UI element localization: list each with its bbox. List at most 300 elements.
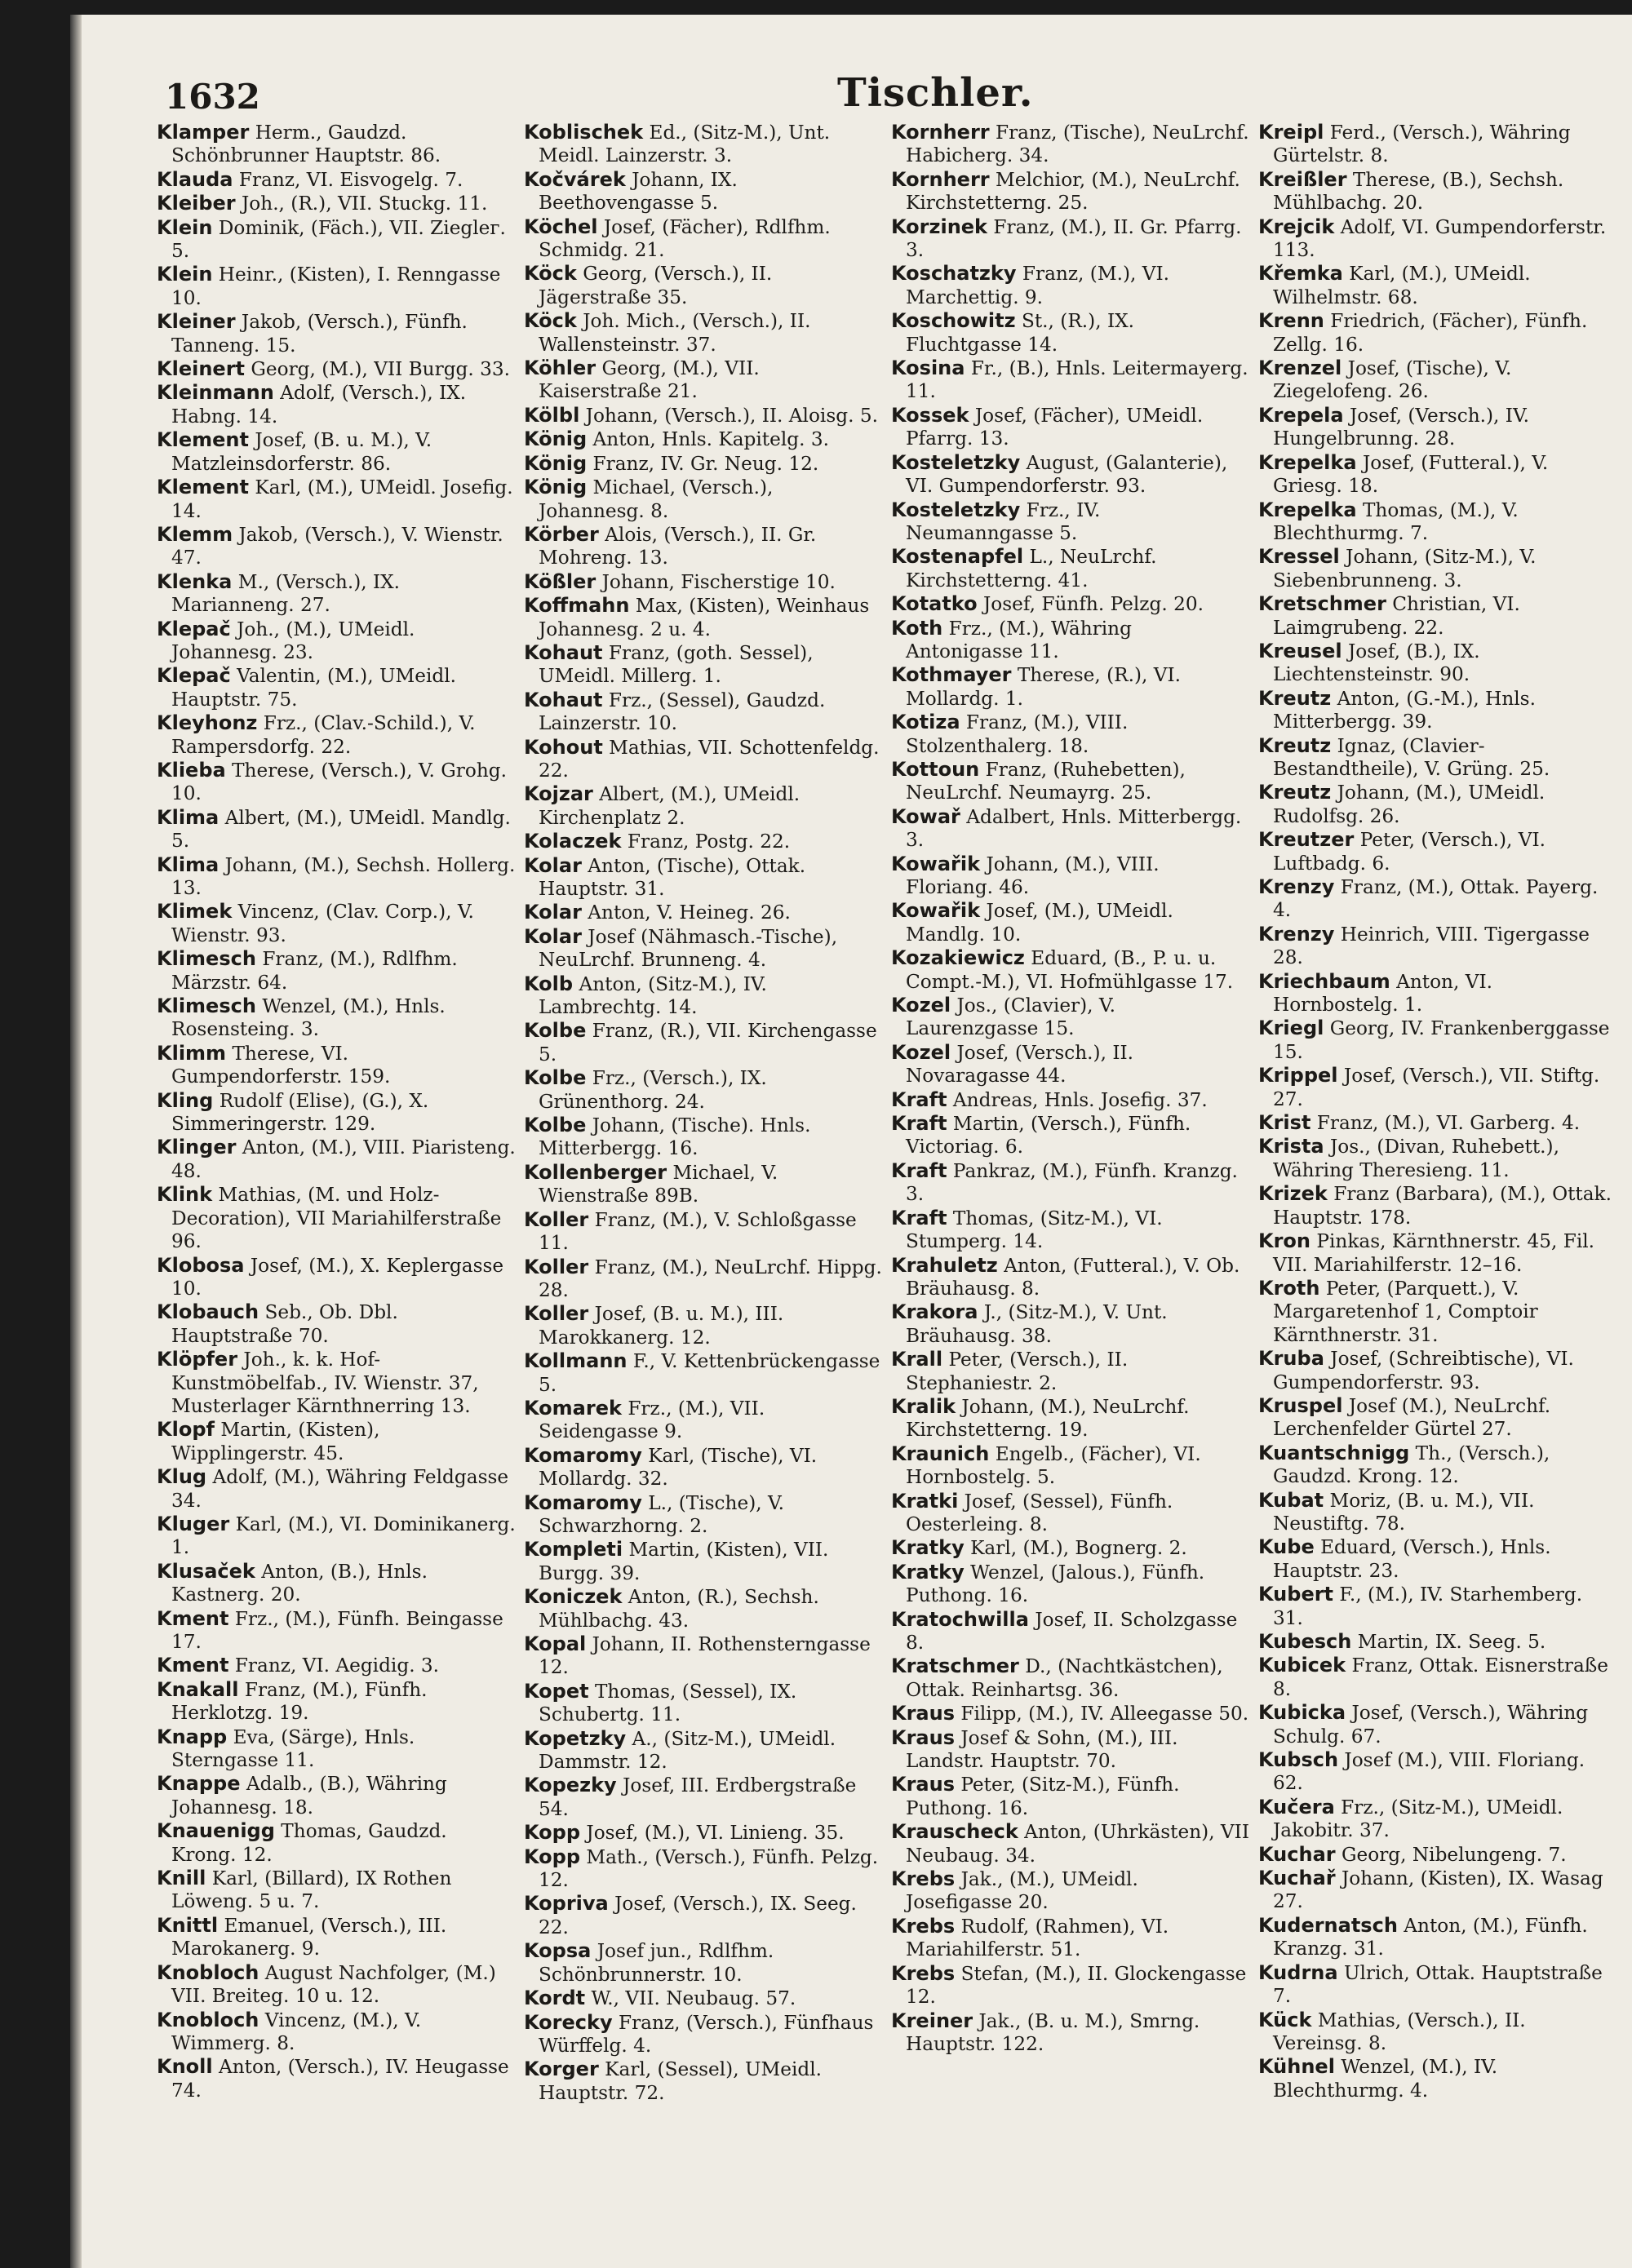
entry-name: Klement xyxy=(157,428,249,452)
entry-detail: Josef, III. Erdbergstraße 54. xyxy=(539,1774,857,1820)
entry-name: Kudernatsch xyxy=(1258,1913,1398,1937)
directory-entry xyxy=(1258,1914,1617,1961)
entry-detail: Eduard, (B., P. u. u. Compt.-M.), VI. Hofmühlgasse 17. xyxy=(906,947,1234,993)
entry-name: Korger xyxy=(524,2058,599,2081)
entry-name: Knobloch xyxy=(157,1960,259,1984)
directory-entry xyxy=(891,1088,1250,1112)
directory-entry xyxy=(157,216,516,264)
entry-detail: Pinkas, Kärnthnerstr. 45, Fil. VII. Mariahilferstr. 12–16. xyxy=(1273,1230,1595,1276)
entry-name: Křemka xyxy=(1258,262,1343,286)
entry-detail: Karl, (Billard), IX Rothen Löweng. 5 u. 7. xyxy=(171,1867,452,1913)
directory-entry xyxy=(157,947,516,994)
entry-name: Koffmahn xyxy=(524,594,630,618)
directory-entry xyxy=(1258,923,1617,970)
entry-name: Kleiber xyxy=(157,192,236,215)
directory-entry xyxy=(524,309,883,357)
entry-name: Kopet xyxy=(524,1679,589,1703)
directory-entry xyxy=(157,1819,516,1867)
entry-name: Krista xyxy=(1258,1135,1324,1158)
directory-entry xyxy=(891,1773,1250,1820)
entry-name: Kressel xyxy=(1258,545,1340,569)
column-3 xyxy=(891,121,1250,2258)
directory-entry xyxy=(1258,262,1617,309)
entry-detail: Karl, (M.), UMeidl. Josefig. 14. xyxy=(171,476,513,522)
entry-detail: Alois, (Versch.), II. Gr. Mohreng. 13. xyxy=(539,523,817,569)
book-gutter xyxy=(70,15,82,2268)
directory-entry xyxy=(891,1490,1250,1537)
entry-name: Knill xyxy=(157,1867,206,1890)
directory-entry xyxy=(524,2058,883,2105)
directory-entry xyxy=(891,853,1250,900)
entry-detail: Anton, VI. Hornbostelg. 1. xyxy=(1273,970,1493,1017)
entry-detail: Josef (Nähmasch.-Tische), NeuLrchf. Brunneng. 4. xyxy=(539,925,838,972)
column-1 xyxy=(157,121,516,2258)
directory-entry xyxy=(524,1256,883,1303)
directory-entry xyxy=(524,830,883,853)
entry-name: Kraus xyxy=(891,1773,955,1796)
entry-detail: Johann, (Sitz-M.), V. Siebenbrunneng. 3. xyxy=(1273,546,1537,591)
entry-detail: Johann, Fischerstige 10. xyxy=(601,570,836,593)
directory-entry xyxy=(1258,1229,1617,1277)
directory-entry xyxy=(891,121,1250,168)
entry-detail: Franz, (M.), V. Schloßgasse 11. xyxy=(539,1208,857,1255)
entry-name: Kosina xyxy=(891,357,965,380)
directory-entry xyxy=(1258,545,1617,592)
entry-detail: Filipp, (M.), IV. Alleegasse 50. xyxy=(960,1703,1249,1725)
directory-entry xyxy=(157,1042,516,1089)
entry-detail: Engelb., (Fächer), VI. Hornbostelg. 5. xyxy=(906,1442,1201,1489)
entry-name: Kornherr xyxy=(891,121,990,144)
directory-entry xyxy=(524,262,883,309)
entry-detail: Wenzel, (Jalous.), Fünfh. Puthong. 16. xyxy=(906,1561,1205,1607)
entry-detail: Josef, (Tische), V. Ziegelofeng. 26. xyxy=(1273,357,1512,403)
entry-name: Kolar xyxy=(524,924,582,948)
entry-detail: Jak., (B. u. M.), Smrng. Hauptstr. 122. xyxy=(906,2009,1200,2055)
entry-name: Kleiner xyxy=(157,310,236,334)
entry-name: Kottoun xyxy=(891,757,980,781)
directory-entry xyxy=(524,357,883,404)
directory-entry xyxy=(891,1159,1250,1207)
entry-detail: Valentin, (M.), UMeidl. Hauptstr. 75. xyxy=(171,665,456,711)
entry-name: Kolbe xyxy=(524,1066,587,1090)
entry-detail: Anton, (B.), Hnls. Kastnerg. 20. xyxy=(171,1560,428,1606)
entry-name: Kralik xyxy=(891,1394,956,1418)
directory-entry xyxy=(157,1348,516,1418)
entry-detail: Math., (Versch.), Fünfh. Pelzg. 12. xyxy=(539,1845,879,1892)
entry-name: Kuchař xyxy=(1258,1867,1336,1890)
entry-detail: Joh., (M.), UMeidl. Johannesg. 23. xyxy=(171,618,415,663)
entry-name: Kopezky xyxy=(524,1774,617,1797)
entry-name: Kubert xyxy=(1258,1583,1334,1606)
entry-name: Kozel xyxy=(891,994,951,1017)
entry-detail: Adolf, (Versch.), IX. Habng. 14. xyxy=(171,382,467,427)
entry-name: Krebs xyxy=(891,1867,956,1891)
entry-detail: Thomas, (M.), V. Blechthurmg. 7. xyxy=(1273,498,1519,544)
directory-entry xyxy=(891,1608,1250,1655)
directory-entry xyxy=(157,1418,516,1465)
directory-entry xyxy=(1258,1182,1617,1229)
entry-name: Kühnel xyxy=(1258,2055,1335,2079)
directory-entry xyxy=(524,1727,883,1774)
entry-name: Kowař xyxy=(891,804,960,828)
directory-entry xyxy=(524,1680,883,1727)
entry-name: Klieba xyxy=(157,758,226,782)
entry-detail: Anton, (Tische), Ottak. Hauptstr. 31. xyxy=(539,854,806,900)
directory-entry xyxy=(157,1089,516,1136)
directory-entry xyxy=(891,545,1250,592)
entry-name: Kron xyxy=(1258,1229,1311,1253)
entry-name: Kreiner xyxy=(891,2009,973,2032)
directory-entry xyxy=(1258,970,1617,1017)
directory-entry xyxy=(891,309,1250,357)
entry-detail: Georg, (Versch.), II. Jägerstraße 35. xyxy=(539,263,773,308)
directory-entry xyxy=(891,805,1250,853)
entry-name: Klepač xyxy=(157,664,231,688)
directory-entry xyxy=(891,1112,1250,1159)
directory-entry xyxy=(157,1136,516,1183)
directory-entry xyxy=(157,2009,516,2056)
entry-detail: Franz, (M.), II. Gr. Pfarrg. 3. xyxy=(906,215,1242,262)
entry-detail: Josef, (B. u. M.), V. Matzleinsdorferstr. 86. xyxy=(171,429,432,475)
entry-name: Kube xyxy=(1258,1535,1315,1559)
entry-name: Kraus xyxy=(891,1702,955,1725)
entry-detail: L., (Tische), V. Schwarzhorng. 2. xyxy=(539,1491,785,1537)
entry-detail: F., V. Kettenbrückengasse 5. xyxy=(539,1350,880,1396)
entry-detail: Anton, V. Heineg. 26. xyxy=(588,901,791,924)
directory-entry xyxy=(1258,1442,1617,1489)
entry-detail: Joh. Mich., (Versch.), II. Wallensteinstr. 37. xyxy=(539,310,811,356)
entry-detail: Franz, IV. Gr. Neug. 12. xyxy=(592,452,819,475)
entry-detail: Josef, II. Scholzgasse 8. xyxy=(906,1608,1238,1654)
entry-name: Kornherr xyxy=(891,167,990,191)
entry-detail: Anton, (Versch.), IV. Heugasse 74. xyxy=(171,2056,509,2102)
directory-entry xyxy=(1258,215,1617,263)
entry-detail: Frz., (M.), Fünfh. Beingasse 17. xyxy=(171,1607,503,1653)
entry-detail: Karl, (Tische), VI. Mollardg. 32. xyxy=(539,1444,818,1491)
entry-detail: Josef, (Schreibtische), VI. Gumpendorferstr. 93. xyxy=(1273,1348,1574,1393)
entry-name: Kolar xyxy=(524,901,582,924)
entry-detail: Johann, (Tische). Hnls. Mitterbergg. 16. xyxy=(539,1114,811,1160)
entry-detail: Mathias, (Versch.), II. Vereinsg. 8. xyxy=(1273,2009,1526,2054)
entry-name: Kleinmann xyxy=(157,381,274,405)
directory-entry xyxy=(891,262,1250,309)
entry-name: Kotatko xyxy=(891,592,978,616)
directory-entry xyxy=(891,215,1250,263)
entry-detail: Moriz, (B. u. M.), VII. Neustiftg. 78. xyxy=(1273,1489,1535,1535)
entry-name: Kubicka xyxy=(1258,1701,1346,1725)
directory-entry xyxy=(524,689,883,736)
entry-detail: Johann, (M.), UMeidl. Rudolfsg. 26. xyxy=(1273,782,1546,827)
entry-name: Klima xyxy=(157,805,220,829)
directory-entry xyxy=(524,1208,883,1256)
entry-detail: Pankraz, (M.), Fünfh. Kranzg. 3. xyxy=(906,1159,1238,1206)
entry-detail: Mathias, VII. Schottenfeldg. 22. xyxy=(539,736,880,782)
entry-detail: Franz, (Versch.), Fünfhaus Würffelg. 4. xyxy=(539,2011,874,2057)
entry-name: Klement xyxy=(157,476,249,499)
directory-entry xyxy=(157,664,516,711)
directory-entry xyxy=(157,570,516,618)
entry-name: Krebs xyxy=(891,1961,956,1985)
directory-entry xyxy=(1258,357,1617,404)
entry-detail: Friedrich, (Fächer), Fünfh. Zellg. 16. xyxy=(1273,310,1588,356)
entry-name: Koblischek xyxy=(524,121,644,144)
directory-entry xyxy=(524,972,883,1020)
entry-name: Kopetzky xyxy=(524,1726,627,1750)
directory-entry xyxy=(524,1845,883,1893)
entry-detail: Anton, (Sitz-M.), IV. Lambrechtg. 14. xyxy=(539,972,767,1019)
entry-detail: Franz, (M.), VI. Garberg. 4. xyxy=(1316,1112,1581,1135)
entry-detail: Johann, (Kisten), IX. Wasag 27. xyxy=(1273,1867,1603,1913)
directory-entry xyxy=(157,711,516,759)
entry-name: Koschowitz xyxy=(891,309,1016,333)
entry-detail: Franz, (M.), VIII. Stolzenthalerg. 18. xyxy=(906,711,1129,757)
directory-entry xyxy=(891,1702,1250,1725)
entry-name: Koschatzky xyxy=(891,262,1017,286)
entry-name: Kopal xyxy=(524,1632,587,1655)
entry-name: Köhler xyxy=(524,357,596,380)
entry-detail: Johann, (Versch.), II. Aloisg. 5. xyxy=(585,404,878,427)
entry-detail: Albert, (M.), UMeidl. Kirchenplatz 2. xyxy=(539,783,800,829)
directory-entry xyxy=(1258,1583,1617,1630)
entry-detail: Georg, Nibelungeng. 7. xyxy=(1341,1843,1567,1866)
entry-detail: Anton, (Futteral.), V. Ob. Bräuhausg. 8. xyxy=(906,1254,1240,1300)
entry-name: Kratschmer xyxy=(891,1654,1019,1678)
entry-name: Kreipl xyxy=(1258,121,1324,144)
entry-detail: Stefan, (M.), II. Glockengasse 12. xyxy=(906,1962,1247,2009)
entry-name: Krahuletz xyxy=(891,1253,998,1277)
directory-entry xyxy=(524,1397,883,1444)
directory-entry xyxy=(157,476,516,523)
entry-detail: Thomas, (Sitz-M.), VI. Stumperg. 14. xyxy=(906,1207,1163,1253)
directory-entry xyxy=(524,1892,883,1939)
directory-entry xyxy=(157,1607,516,1654)
directory-entry xyxy=(157,2055,516,2102)
entry-name: Kraft xyxy=(891,1112,947,1136)
entry-name: Kraft xyxy=(891,1087,947,1111)
directory-entry xyxy=(524,476,883,523)
entry-name: Kolbe xyxy=(524,1019,587,1043)
directory-entry xyxy=(1258,1277,1617,1347)
entry-detail: Josef jun., Rdlfhm. Schönbrunnerstr. 10. xyxy=(539,1940,774,1986)
directory-entry xyxy=(1258,1796,1617,1843)
entry-detail: Josef, (Versch.), VII. Stiftg. 27. xyxy=(1273,1065,1600,1110)
entry-detail: Herm., Gaudzd. Schönbrunner Hauptstr. 86. xyxy=(171,122,441,167)
entry-detail: Frz., (Clav.-Schild.), V. Rampersdorfg. 22. xyxy=(171,712,476,758)
entry-detail: Josef, (M.), X. Keplergasse 10. xyxy=(171,1254,504,1300)
entry-name: Kreutzer xyxy=(1258,828,1355,852)
directory-entry xyxy=(1258,1654,1617,1701)
entry-detail: Martin, (Versch.), Fünfh. Victoriag. 6. xyxy=(906,1113,1191,1158)
entry-name: Klemm xyxy=(157,522,233,546)
directory-entry xyxy=(524,1774,883,1821)
directory-entry xyxy=(524,427,883,451)
entry-name: Kment xyxy=(157,1654,229,1677)
directory-entry xyxy=(157,994,516,1042)
entry-detail: Josef (M.), VIII. Floriang. 62. xyxy=(1273,1749,1585,1795)
entry-detail: Josef (M.), NeuLrchf. Lerchenfelder Gürtel 27. xyxy=(1273,1394,1551,1441)
entry-name: Koth xyxy=(891,616,943,640)
entry-detail: Vincenz, (Clav. Corp.), V. Wienstr. 93. xyxy=(171,901,474,946)
directory-entry xyxy=(524,1066,883,1114)
entry-name: Kozel xyxy=(891,1040,951,1064)
entry-detail: Josef & Sohn, (M.), III. Landstr. Hauptstr. 70. xyxy=(906,1726,1178,1773)
entry-detail: Ed., (Sitz-M.), Unt. Meidl. Lainzerstr. 3. xyxy=(539,122,831,167)
directory-entry xyxy=(157,1654,516,1677)
entry-detail: Seb., Ob. Dbl. Hauptstraße 70. xyxy=(171,1301,398,1347)
entry-detail: Georg, (M.), VII Burgg. 33. xyxy=(251,358,510,381)
directory-entry xyxy=(891,1395,1250,1442)
entry-name: König xyxy=(524,427,588,451)
directory-entry xyxy=(524,570,883,594)
entry-detail: Anton, (M.), VIII. Piaristeng. 48. xyxy=(171,1136,516,1182)
directory-entry xyxy=(157,523,516,570)
directory-entry xyxy=(524,1821,883,1845)
directory-entry xyxy=(891,1654,1250,1702)
entry-name: Kosteletzky xyxy=(891,498,1021,521)
directory-entry xyxy=(891,663,1250,711)
entry-detail: Anton, (M.), Fünfh. Kranzg. 31. xyxy=(1273,1914,1588,1960)
entry-detail: Eduard, (Versch.), Hnls. Hauptstr. 23. xyxy=(1273,1536,1551,1582)
entry-detail: Josef, (Versch.), Währing Schulg. 67. xyxy=(1273,1702,1589,1748)
entry-name: Klug xyxy=(157,1465,207,1489)
entry-name: Krakora xyxy=(891,1300,978,1324)
directory-entry xyxy=(1258,498,1617,546)
column-2 xyxy=(524,121,883,2258)
directory-entry xyxy=(891,2009,1250,2057)
entry-name: Kluger xyxy=(157,1512,230,1535)
entry-detail: Franz, VI. Aegidig. 3. xyxy=(234,1654,440,1677)
directory-entry xyxy=(157,1183,516,1253)
entry-detail: Peter, (Parquett.), V. Margaretenhof 1, Comptoir Kärnthnerstr. 31. xyxy=(1273,1277,1538,1346)
entry-detail: Johann, IX. Beethovengasse 5. xyxy=(539,168,738,215)
entry-name: Kleinert xyxy=(157,357,245,381)
entry-name: Kozakiewicz xyxy=(891,946,1025,970)
entry-name: Kowařik xyxy=(891,852,981,875)
directory-entry xyxy=(1258,404,1617,451)
entry-detail: Emanuel, (Versch.), III. Marokanerg. 9. xyxy=(171,1914,447,1960)
directory-entry xyxy=(524,1114,883,1161)
directory-entry xyxy=(524,736,883,783)
entry-name: Kreusel xyxy=(1258,639,1342,662)
directory-entry xyxy=(157,806,516,853)
entry-name: Klauda xyxy=(157,167,233,191)
entry-name: Klein xyxy=(157,263,213,286)
entry-name: Kohaut xyxy=(524,688,603,711)
entry-name: Kordt xyxy=(524,1987,586,2010)
entry-name: Krippel xyxy=(1258,1064,1338,1087)
entry-name: Kothmayer xyxy=(891,663,1012,687)
entry-name: Komaromy xyxy=(524,1443,642,1467)
entry-name: Kučera xyxy=(1258,1795,1335,1818)
directory-entry xyxy=(891,1254,1250,1301)
directory-entry xyxy=(524,1585,883,1632)
directory-entry xyxy=(1258,1064,1617,1111)
directory-entry xyxy=(524,1632,883,1680)
entry-name: Krenn xyxy=(1258,309,1324,333)
directory-entry xyxy=(891,617,1250,664)
entry-name: Komarek xyxy=(524,1396,622,1420)
entry-name: Knittl xyxy=(157,1913,219,1937)
entry-name: Kudrna xyxy=(1258,1960,1338,1984)
entry-detail: Franz, (goth. Sessel), UMeidl. Millerg. 1. xyxy=(539,641,814,688)
entry-name: Klein xyxy=(157,215,213,239)
directory-entry xyxy=(891,1536,1250,1560)
directory-entry xyxy=(1258,1701,1617,1748)
entry-detail: Georg, IV. Frankenberggasse 15. xyxy=(1273,1017,1610,1063)
directory-entry xyxy=(1258,734,1617,782)
directory-entry xyxy=(1258,1630,1617,1654)
entry-detail: Heinrich, VIII. Tigergasse 28. xyxy=(1273,923,1590,969)
entry-detail: Franz, (M.), NeuLrchf. Hippg. 28. xyxy=(539,1256,882,1301)
entry-name: Kossek xyxy=(891,403,969,427)
entry-detail: Wenzel, (M.), IV. Blechthurmg. 4. xyxy=(1273,2056,1498,2102)
directory-entry xyxy=(524,901,883,924)
entry-name: Krenzy xyxy=(1258,922,1335,946)
directory-entry xyxy=(157,1725,516,1773)
entry-name: Klopf xyxy=(157,1418,215,1442)
directory-entry xyxy=(157,192,516,215)
directory-entry xyxy=(157,1914,516,1961)
entry-name: Kubsch xyxy=(1258,1748,1339,1772)
directory-entry xyxy=(1258,781,1617,828)
entry-detail: Johann, (M.), VIII. Floriang. 46. xyxy=(906,853,1160,898)
directory-entry xyxy=(1258,828,1617,875)
entry-detail: Anton, (G.-M.), Hnls. Mitterbergg. 39. xyxy=(1273,687,1536,733)
entry-detail: Franz, (Ruhebetten), NeuLrchf. Neumayrg. 25. xyxy=(906,758,1186,804)
entry-detail: Franz, Ottak. Eisnerstraße 8. xyxy=(1273,1654,1608,1700)
directory-entry xyxy=(157,1560,516,1607)
directory-entry xyxy=(524,594,883,641)
entry-name: Krejcik xyxy=(1258,215,1335,238)
entry-detail: M., (Versch.), IX. Marianneng. 27. xyxy=(171,570,401,617)
entry-detail: Franz, (M.), Fünfh. Herklotzg. 19. xyxy=(171,1678,428,1725)
directory-entry xyxy=(524,1302,883,1349)
entry-detail: Adalbert, Hnls. Mitterbergg. 3. xyxy=(906,805,1242,852)
entry-detail: Adolf, (M.), Währing Feldgasse 34. xyxy=(171,1466,509,1512)
directory-entry xyxy=(891,357,1250,404)
entry-name: Klima xyxy=(157,853,220,876)
directory-entry xyxy=(157,1678,516,1725)
directory-entry xyxy=(157,853,516,901)
entry-detail: Adalb., (B.), Währing Johannesg. 18. xyxy=(171,1773,447,1818)
entry-name: Krepelka xyxy=(1258,498,1357,521)
entry-detail: Franz, VI. Eisvogelg. 7. xyxy=(238,168,463,191)
entry-detail: Thomas, (Sessel), IX. Schubertg. 11. xyxy=(539,1680,797,1726)
entry-name: Klenka xyxy=(157,569,233,593)
directory-entry xyxy=(157,263,516,310)
directory-entry xyxy=(891,168,1250,215)
entry-name: Klinger xyxy=(157,1136,237,1159)
directory-entry xyxy=(891,1442,1250,1490)
entry-name: Kraus xyxy=(891,1725,955,1749)
entry-name: Köck xyxy=(524,309,577,333)
directory-entry xyxy=(891,1300,1250,1348)
directory-entry xyxy=(1258,1489,1617,1536)
entry-name: Knappe xyxy=(157,1772,241,1796)
entry-detail: Franz, (M.), VI. Marchettig. 9. xyxy=(906,263,1170,308)
entry-detail: Josef, (Fächer), Rdlfhm. Schmidg. 21. xyxy=(539,215,831,262)
entry-name: Klobauch xyxy=(157,1300,259,1324)
entry-name: Köck xyxy=(524,262,577,286)
directory-entry xyxy=(1258,1961,1617,2009)
entry-name: Klimesch xyxy=(157,994,256,1018)
entry-name: Kostenapfel xyxy=(891,545,1024,569)
entry-detail: Johann, (M.), NeuLrchf. Kirchstetterng. 19. xyxy=(906,1395,1190,1442)
entry-detail: Frz., (M.), Währing Antonigasse 11. xyxy=(906,617,1132,662)
entry-detail: Fr., (B.), Hnls. Leitermayerg. 11. xyxy=(906,357,1248,403)
entry-name: Klink xyxy=(157,1183,213,1207)
entry-detail: Melchior, (M.), NeuLrchf. Kirchstetterng. 25. xyxy=(906,168,1240,215)
